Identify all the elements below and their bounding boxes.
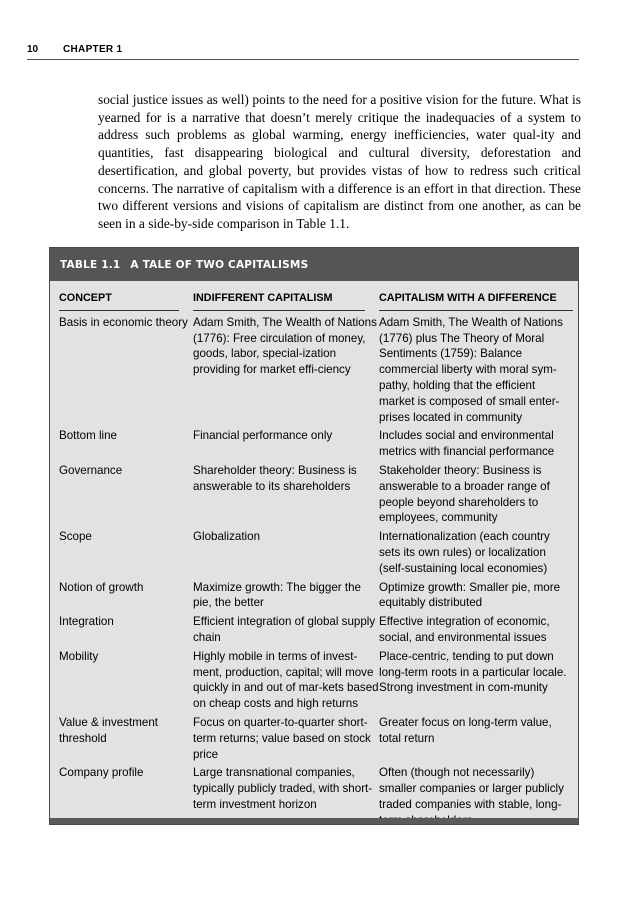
indifferent-cell: Adam Smith, The Wealth of Nations (1776): Free circulation of money, goods, labor, special-ization providing for market effi-ciency bbox=[193, 315, 377, 377]
concept-cell: Scope bbox=[59, 530, 92, 544]
difference-cell: Internationalization (each country sets its own rules) or localization (self-sustaining local economies) bbox=[379, 530, 550, 575]
indifferent-cell: Focus on quarter-to-quarter short-term returns; value based on stock price bbox=[193, 715, 371, 761]
column-header: CONCEPT bbox=[59, 288, 193, 315]
concept-cell: Basis in economic theory bbox=[59, 315, 188, 329]
table-row bbox=[59, 529, 573, 579]
difference-cell: Optimize growth: Smaller pie, more equitably distributed bbox=[379, 580, 561, 610]
table-1-1 bbox=[49, 247, 579, 825]
table-row bbox=[59, 315, 573, 429]
indifferent-cell: Shareholder theory: Business is answerable to its shareholders bbox=[193, 463, 357, 493]
table-header-row bbox=[59, 288, 573, 315]
page-number: 10 bbox=[27, 44, 39, 55]
table-row bbox=[59, 580, 573, 615]
difference-cell: Includes social and environmental metrics with financial performance bbox=[379, 429, 555, 459]
table-title: A TALE OF TWO CAPITALISMS bbox=[130, 259, 309, 271]
table-number: TABLE 1.1 bbox=[60, 259, 121, 271]
difference-cell: Place-centric, tending to put down long-term roots in a particular locale. Strong investment in com-munity bbox=[379, 649, 567, 695]
table-caption-bar bbox=[50, 248, 578, 281]
table-bottom-rule bbox=[50, 818, 578, 824]
indifferent-cell: Maximize growth: The bigger the pie, the better bbox=[193, 580, 361, 610]
column-header: CAPITALISM WITH A DIFFERENCE bbox=[379, 288, 573, 315]
concept-cell: Bottom line bbox=[59, 429, 117, 443]
body-paragraph: social justice issues as well) points to the need for a positive vision for the future. What is yearned for is a narrative that doesn’t merely critique the inadequacies of a system to address such problems as global warming, energy inefficiencies, water qual-ity and quantities, fast disappearing biological and cultural diversity, deforestation and desertification, and global poverty, but provides vistas of how to redress such critical concerns. The narrative of capitalism with a difference is an effort in that direction. These two different versions and visions of capitalism are distinct from one another, as can be seen in a side-by-side comparison in Table 1.1. bbox=[98, 92, 581, 231]
difference-cell: Stakeholder theory: Business is answerable to a broader range of people beyond shareholders to employees, community bbox=[379, 463, 550, 525]
concept-cell: Integration bbox=[59, 615, 114, 629]
indifferent-cell: Financial performance only bbox=[193, 429, 333, 443]
concept-cell: Mobility bbox=[59, 649, 99, 663]
comparison-table bbox=[59, 288, 573, 832]
indifferent-cell: Efficient integration of global supply chain bbox=[193, 615, 376, 644]
indifferent-cell: Globalization bbox=[193, 530, 261, 544]
concept-cell: Governance bbox=[59, 463, 123, 477]
concept-cell: Notion of growth bbox=[59, 580, 144, 594]
running-header bbox=[27, 44, 579, 60]
table-row bbox=[59, 463, 573, 529]
difference-cell: Greater focus on long-term value, total return bbox=[379, 715, 552, 745]
column-header: INDIFFERENT CAPITALISM bbox=[193, 288, 379, 315]
difference-cell: Effective integration of economic, social, and environmental issues bbox=[379, 615, 550, 644]
table-row bbox=[59, 428, 573, 463]
concept-cell: Company profile bbox=[59, 766, 144, 780]
chapter-label: CHAPTER 1 bbox=[63, 44, 123, 55]
indifferent-cell: Large transnational companies, typically publicly traded, with short-term investment horizon bbox=[193, 766, 373, 811]
table-row bbox=[59, 614, 573, 649]
difference-cell: Adam Smith, The Wealth of Nations (1776) plus The Theory of Moral Sentiments (1759): Balance commercial liberty with moral sym-pathy, holding that the efficient market is composed of small enter-prises located in community bbox=[379, 315, 563, 424]
indifferent-cell: Highly mobile in terms of invest-ment, production, capital; will move quickly in and out of mar-kets based on cheap costs and high returns bbox=[193, 649, 379, 711]
difference-cell: Often (though not necessarily) smaller companies or larger publicly traded companies with stable, long- bbox=[379, 766, 564, 811]
table-row bbox=[59, 715, 573, 765]
table-row bbox=[59, 649, 573, 715]
concept-cell: Value & investment threshold bbox=[59, 715, 159, 745]
